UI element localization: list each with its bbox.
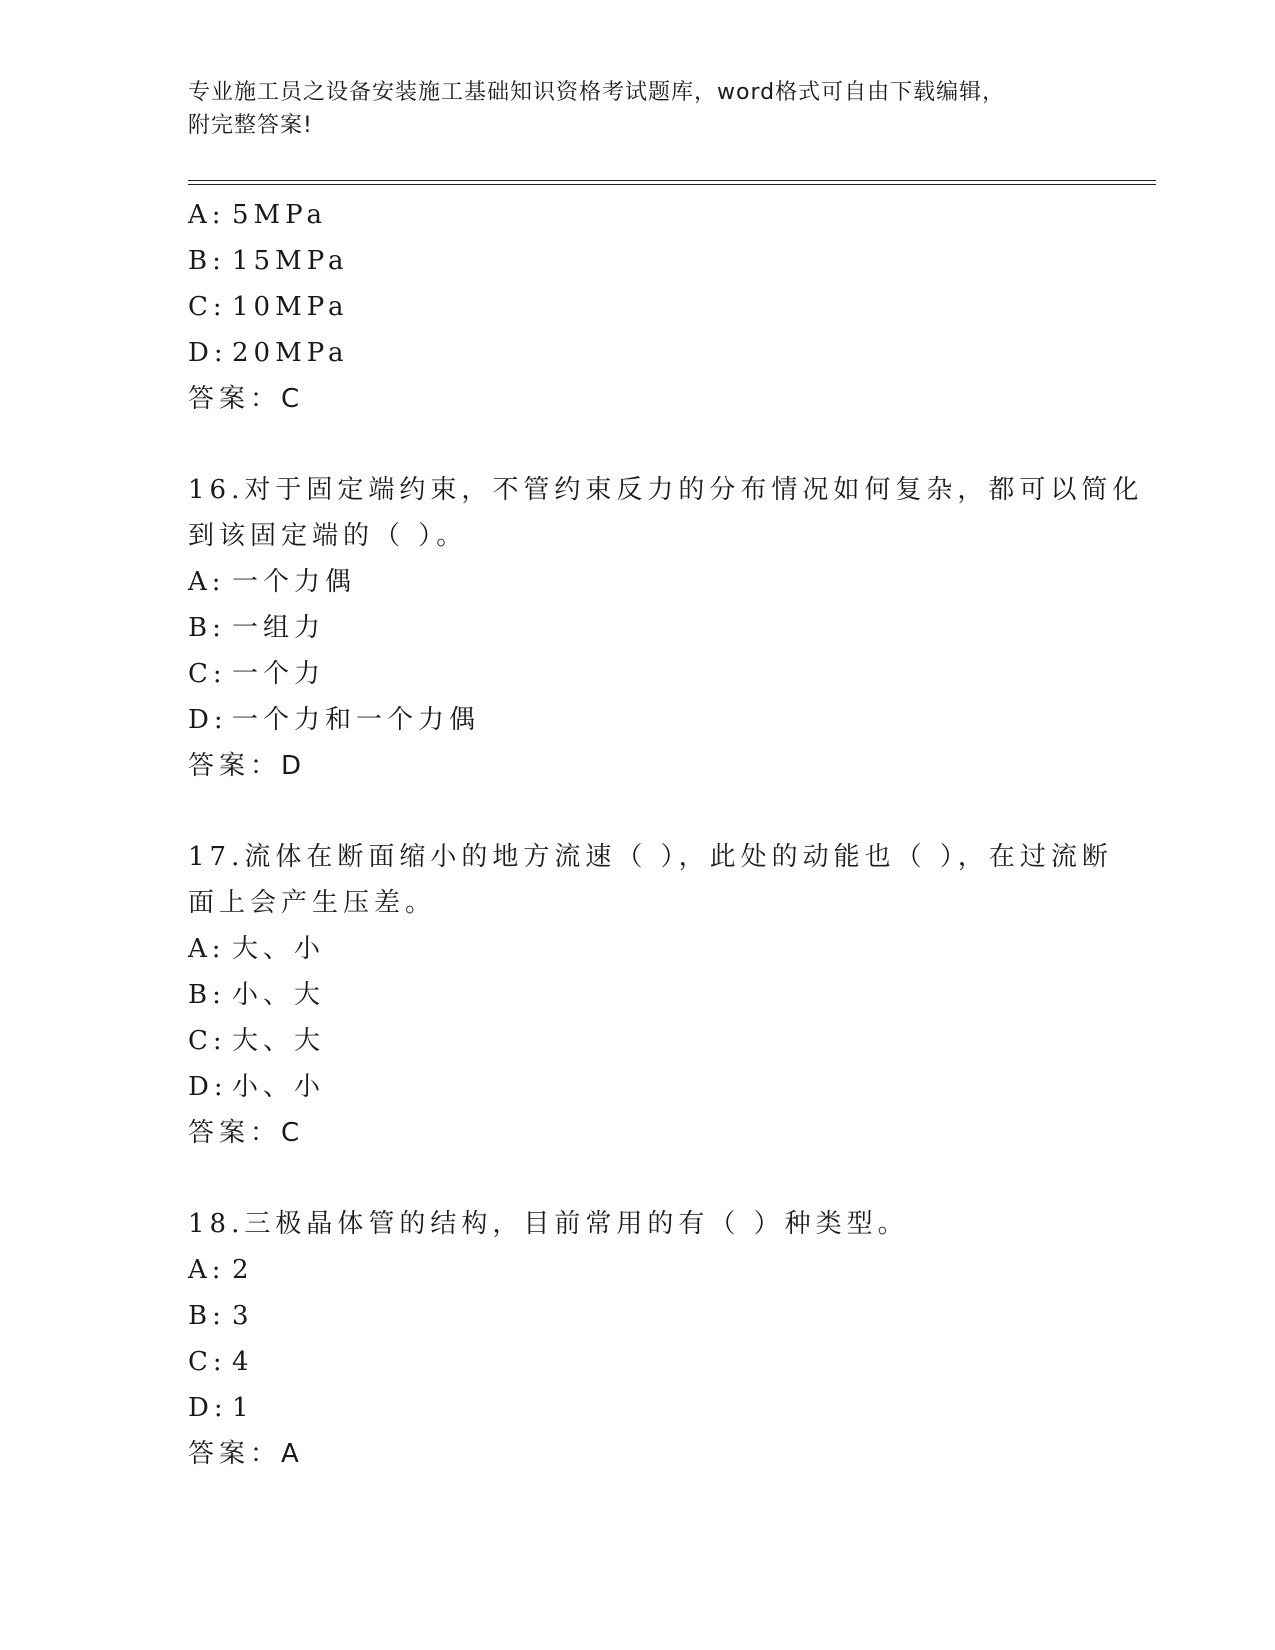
option-d: D: 一个力和一个力偶 (188, 705, 481, 735)
option-b: B: 3 (188, 1301, 254, 1331)
document-header (188, 76, 1068, 142)
option-d: D: 20MPa (188, 338, 349, 368)
option-a: A: 一个力偶 (188, 567, 357, 597)
option-d: D: 1 (188, 1393, 254, 1423)
question-text-line-1: 18.三极晶体管的结构，目前常用的有（ ）种类型。 (188, 1209, 909, 1239)
header-line-2: 附完整答案! (188, 113, 313, 138)
option-d: D: 小、小 (188, 1072, 326, 1102)
option-c: C: 10MPa (188, 292, 349, 322)
option-a: A: 大、小 (188, 934, 326, 964)
answer: 答案：A (188, 1439, 304, 1469)
spacer (188, 1156, 1088, 1201)
question-17 (188, 834, 1113, 1156)
spacer (188, 789, 1088, 834)
option-b: B: 15MPa (188, 246, 349, 276)
option-c: C: 大、大 (188, 1026, 326, 1056)
option-c: C: 一个力 (188, 659, 326, 689)
question-text-line-2: 到该固定端的（ ）。 (188, 521, 468, 551)
header-divider-bottom (188, 184, 1156, 185)
answer: 答案：C (188, 384, 305, 414)
question-text-line-1: 16.对于固定端约束，不管约束反力的分布情况如何复杂，都可以简化 (188, 475, 1144, 505)
option-a: A: 2 (188, 1255, 254, 1285)
header-line-1: 专业施工员之设备安装施工基础知识资格考试题库，word格式可自由下载编辑， (188, 80, 1006, 105)
option-a: A: 5MPa (188, 200, 327, 230)
answer: 答案：C (188, 1118, 305, 1148)
spacer (188, 422, 1088, 467)
option-c: C: 4 (188, 1347, 254, 1377)
question-15 (188, 192, 1088, 422)
option-b: B: 一组力 (188, 613, 326, 643)
question-18 (188, 1201, 1088, 1477)
header-divider-top (188, 180, 1156, 181)
question-list (188, 192, 1144, 1477)
answer: 答案：D (188, 751, 307, 781)
option-b: B: 小、大 (188, 980, 326, 1010)
question-text-line-1: 17.流体在断面缩小的地方流速（ ），此处的动能也（ ），在过流断 (188, 842, 1113, 872)
question-text-line-2: 面上会产生压差。 (188, 888, 437, 918)
question-16 (188, 467, 1144, 789)
